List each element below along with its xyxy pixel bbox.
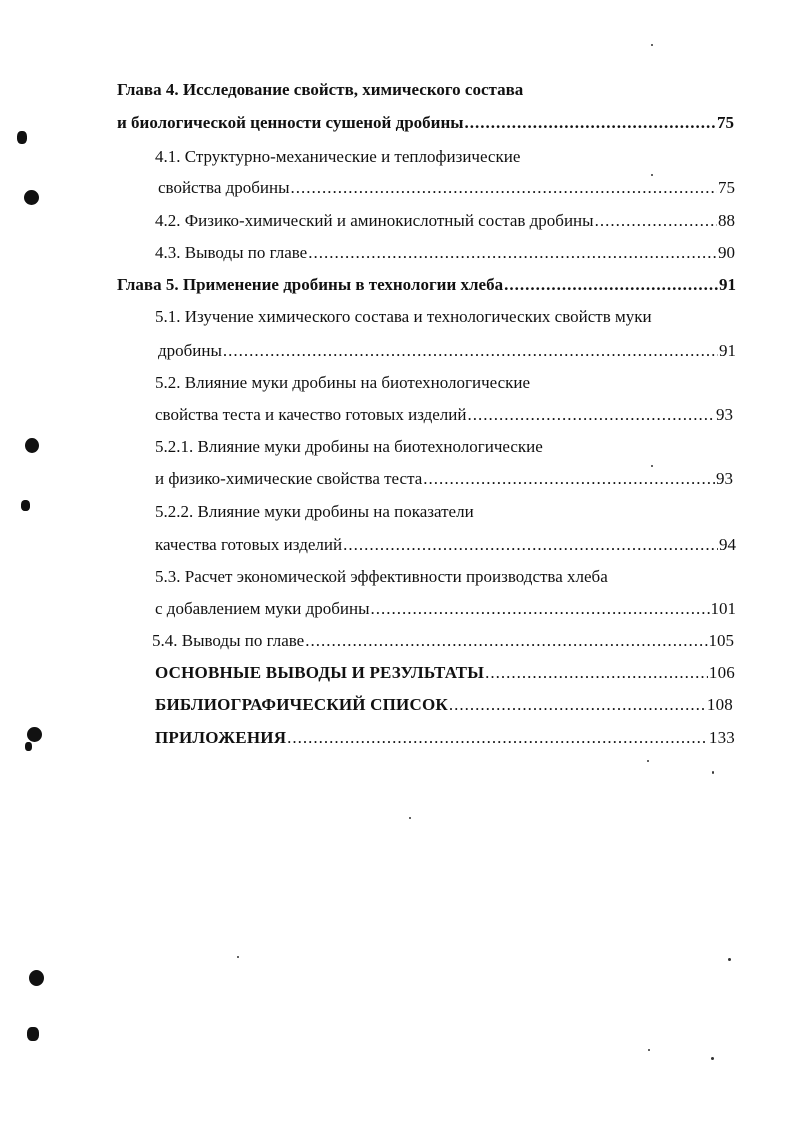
toc-entry-text: 5.1. Изучение химического состава и технологических свойств муки <box>155 307 652 326</box>
toc-section-5-2-line-1 <box>155 372 530 394</box>
toc-entry-text: 5.4. Выводы по главе <box>152 631 305 650</box>
toc-section-4-2[interactable] <box>155 210 735 232</box>
leader-dots <box>287 727 708 749</box>
leader-dots <box>308 242 717 264</box>
toc-entry-text: качества готовых изделий <box>155 535 343 554</box>
toc-chapter-4-title-line-1 <box>117 79 523 101</box>
leader-dots <box>504 274 718 296</box>
leader-dots <box>449 694 706 716</box>
toc-entry-text: 4.1. Структурно-механические и теплофизические <box>155 147 521 166</box>
toc-conclusions[interactable] <box>155 662 735 684</box>
toc-page-number: 106 <box>708 663 735 682</box>
toc-section-4-3[interactable] <box>155 242 735 264</box>
scan-speck <box>409 817 411 819</box>
toc-section-5-1-line-1 <box>155 306 652 328</box>
toc-section-4-1-line-1 <box>155 146 520 168</box>
toc-page-number: 94 <box>719 535 736 554</box>
toc-section-5-2-2-line-1 <box>155 501 474 523</box>
punch-hole-mark <box>17 131 27 144</box>
scan-speck <box>712 771 714 774</box>
toc-appendices[interactable] <box>155 727 735 749</box>
toc-page-number: 93 <box>716 469 733 488</box>
toc-entry-text: Глава 4. Исследование свойств, химического состава <box>117 80 524 99</box>
toc-page-number: 91 <box>719 275 736 294</box>
toc-entry-text: 5.2. Влияние муки дробины на биотехнологические <box>155 373 531 392</box>
toc-chapter-5-title[interactable] <box>117 274 736 296</box>
leader-dots <box>305 630 707 652</box>
toc-entry-text: свойства теста и качество готовых изделий <box>155 405 467 424</box>
scan-speck <box>711 1057 714 1060</box>
toc-entry-text: и физико-химические свойства теста <box>155 469 423 488</box>
toc-entry-text: 5.2.1. Влияние муки дробины на биотехнологические <box>155 437 543 456</box>
toc-page-number: 75 <box>718 178 735 197</box>
leader-dots <box>467 404 715 426</box>
scan-speck <box>647 760 649 762</box>
toc-entry-text: ОСНОВНЫЕ ВЫВОДЫ И РЕЗУЛЬТАТЫ <box>155 663 485 682</box>
leader-dots <box>343 534 718 556</box>
toc-bibliography[interactable] <box>155 694 733 716</box>
toc-entry-text: 5.2.2. Влияние муки дробины на показатели <box>155 502 474 521</box>
toc-page-number: 91 <box>719 341 736 360</box>
toc-page-number: 101 <box>710 599 736 618</box>
leader-dots <box>371 598 710 620</box>
toc-entry-text: 5.3. Расчет экономической эффективности производства хлеба <box>155 567 608 586</box>
toc-section-5-2-1-line-2[interactable] <box>155 468 733 490</box>
toc-entry-text: 4.2. Физико-химический и аминокислотный состав дробины <box>155 211 594 230</box>
scan-speck <box>237 956 239 958</box>
toc-page-number: 108 <box>706 695 733 714</box>
toc-section-5-3-line-2[interactable] <box>155 598 736 620</box>
toc-entry-text: ПРИЛОЖЕНИЯ <box>155 728 287 747</box>
toc-entry-text: Глава 5. Применение дробины в технологии хлеба <box>117 275 504 294</box>
toc-section-5-2-line-2[interactable] <box>155 404 733 426</box>
scan-speck <box>651 174 653 176</box>
punch-hole <box>24 190 39 205</box>
toc-section-5-2-1-line-1 <box>155 436 543 458</box>
toc-entry-text: 4.3. Выводы по главе <box>155 243 308 262</box>
toc-section-5-1-line-2[interactable] <box>158 340 736 362</box>
punch-hole <box>25 438 39 453</box>
toc-section-5-3-line-1 <box>155 566 608 588</box>
toc-section-4-1-line-2[interactable] <box>158 177 735 199</box>
scan-speck <box>648 1049 650 1051</box>
punch-hole-mark <box>25 742 32 751</box>
toc-entry-text: свойства дробины <box>158 178 290 197</box>
leader-dots <box>223 340 718 362</box>
toc-section-5-2-2-line-2[interactable] <box>155 534 736 556</box>
scan-speck <box>728 958 731 961</box>
toc-entry-text: БИБЛИОГРАФИЧЕСКИЙ СПИСОК <box>155 695 448 714</box>
leader-dots <box>291 177 717 199</box>
toc-entry-text: дробины <box>158 341 222 360</box>
scan-speck <box>651 44 653 46</box>
leader-dots <box>423 468 715 490</box>
punch-hole-mark <box>27 1027 39 1041</box>
toc-page-number: 75 <box>717 113 734 132</box>
toc-page-number: 105 <box>708 631 734 650</box>
leader-dots <box>595 210 717 232</box>
punch-hole <box>29 970 44 986</box>
scan-speck <box>651 465 653 467</box>
toc-chapter-4-title-line-2[interactable] <box>117 112 734 134</box>
leader-dots <box>465 112 716 134</box>
leader-dots <box>485 662 708 684</box>
toc-page-number: 133 <box>708 728 735 747</box>
punch-hole <box>27 727 42 742</box>
toc-page-number: 90 <box>718 243 735 262</box>
toc-entry-text: с добавлением муки дробины <box>155 599 370 618</box>
punch-hole-mark <box>21 500 30 511</box>
toc-page-number: 88 <box>718 211 735 230</box>
toc-section-5-4[interactable] <box>152 630 734 652</box>
toc-entry-text: и биологической ценности сушеной дробины <box>117 113 464 132</box>
toc-page-number: 93 <box>716 405 733 424</box>
